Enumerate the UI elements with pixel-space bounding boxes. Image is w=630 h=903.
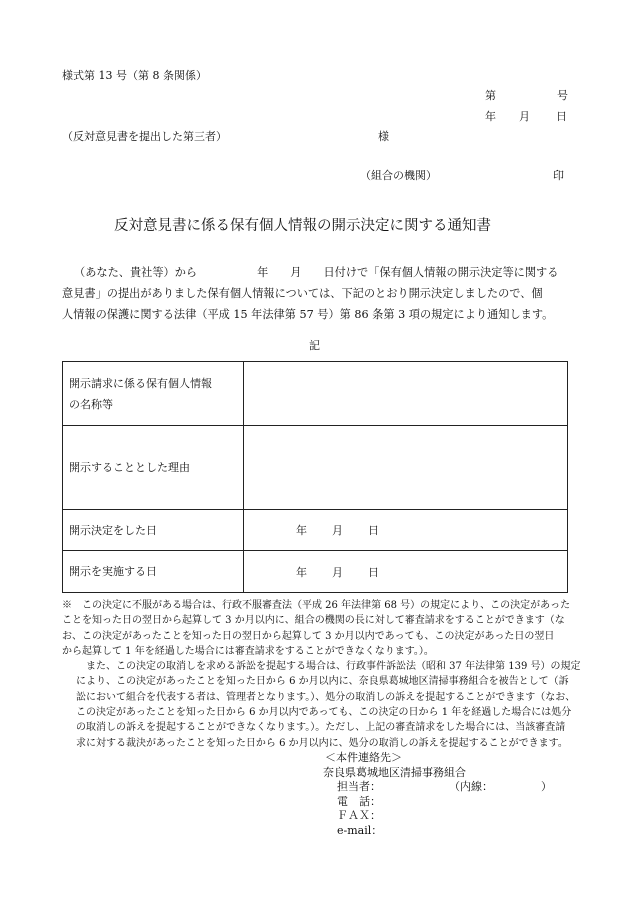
- contact-block: [323, 751, 552, 839]
- row-label-name: 開示請求に係る保有個人情報 の名称等: [63, 362, 244, 426]
- row-value-implementation-date: 年 月 日: [244, 551, 568, 593]
- table-row: [63, 426, 568, 510]
- contact-extension-open: （内線：: [449, 780, 493, 794]
- body-line1-b: 日付けで「保有個人情報の開示決定等に関する: [323, 266, 559, 279]
- table-row: [63, 510, 568, 551]
- contact-fax: ＦＡＸ：: [337, 809, 381, 823]
- doc-number-suffix: 号: [557, 89, 568, 102]
- recipient-honorific: 様: [378, 130, 389, 143]
- row-value-name: [244, 362, 568, 426]
- contact-phone: 電 話：: [337, 794, 381, 808]
- row-label-implementation-date: 開示を実施する日: [63, 551, 244, 593]
- doc-number-prefix: 第: [485, 89, 496, 102]
- contact-person: 担当者：: [337, 780, 381, 794]
- info-table: [62, 361, 568, 593]
- contact-email: e-mail：: [337, 823, 383, 837]
- table-row: [63, 362, 568, 426]
- note-paragraph-2: また、この決定の取消しを求める訴訟を提起する場合は、行政事件訴訟法（昭和 37 年法律第 139 号）の規定 により、この決定があったことを知った日から 6 か月以内に、奈良県葛城地区清掃事務組合を被告として（訴 訟において組合を代表する者は、管理者となります。）、処分の取消しの訴えを提起することができます（なお、 この決定があったことを知った日から 6 か月以内であっても、この決定の日から 1 年を経過した場合には処分 の取消しの訴えを提起することができなくなります。）。ただし、上記の審査請求をした場合には、当該審査請 求に対する裁決があったことを知った日から 6 か月以内に、処分の取消しの訴えを提起することができます。: [76, 661, 581, 749]
- ki-marker: 記: [309, 339, 320, 352]
- contact-extension-close: ）: [541, 780, 552, 794]
- note-paragraph-1: ※ この決定に不服がある場合は、行政不服審査法（平成 26 年法律第 68 号）の規定により、この決定があった ことを知った日の翌日から起算して 3 か月以内に、組合の機関の長に対して審査請求をすることができます（な お、この決定があったことを知った日の翌日から起算して 3 か月以内であっても、この決定があった日の翌日 から起算して 1 年を経過した場合には審査請求をすることができなくなります。）。: [62, 600, 571, 657]
- row-label-reason: 開示することとした理由: [63, 426, 244, 510]
- row-value-reason: [244, 426, 568, 510]
- body-line1-month: 月: [290, 266, 302, 279]
- date-year: 年: [485, 110, 496, 123]
- body-line-1: [62, 262, 558, 283]
- sender: （組合の機関）: [360, 169, 437, 182]
- body-line1-a: （あなた、貴社等）から: [74, 266, 198, 279]
- table-row: [63, 551, 568, 593]
- contact-heading: ＜本件連絡先＞: [325, 751, 402, 764]
- contact-person-row: [323, 780, 552, 795]
- recipient: （反対意見書を提出した第三者）: [62, 130, 227, 143]
- body-line-2: 意見書」の提出がありました保有個人情報については、下記のとおり開示決定しましたので、個: [62, 287, 543, 300]
- row-value-decision-date: 年 月 日: [244, 510, 568, 551]
- date-day: 日: [556, 110, 567, 123]
- seal: 印: [553, 169, 564, 182]
- body-line-3: 人情報の保護に関する法律（平成 15 年法律第 57 号）第 86 条第 3 項の規定により通知します。: [62, 308, 554, 321]
- date-month: 月: [519, 110, 530, 123]
- document-title: 反対意見書に係る保有個人情報の開示決定に関する通知書: [114, 218, 491, 234]
- notes: [62, 598, 581, 751]
- row-label-decision-date: 開示決定をした日: [63, 510, 244, 551]
- body-line1-year: 年: [257, 266, 269, 279]
- form-number: 様式第 13 号（第 8 条関係）: [62, 69, 207, 82]
- contact-org: 奈良県葛城地区清掃事務組合: [323, 765, 466, 779]
- body-text: [62, 262, 558, 325]
